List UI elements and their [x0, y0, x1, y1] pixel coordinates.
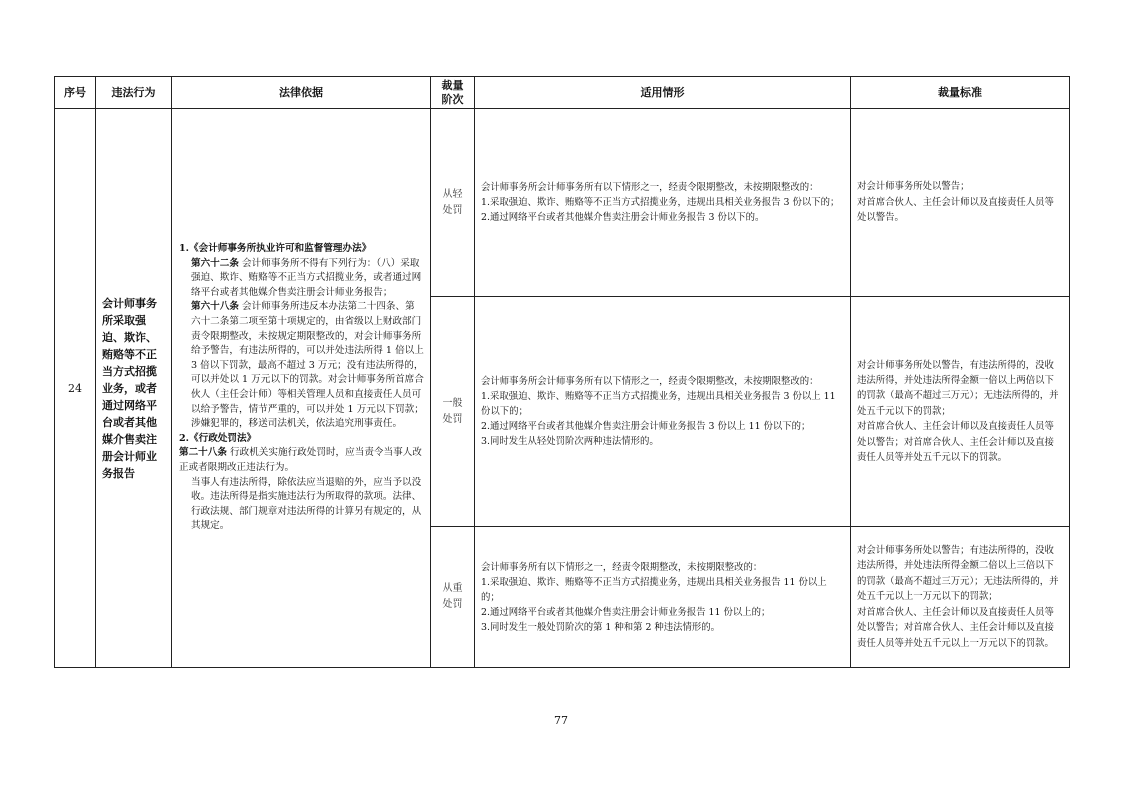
situation-line: 会计师事务所会计师事务所有以下情形之一，经责令限期整改，未按期限整改的： [481, 182, 819, 193]
header-no: 序号 [55, 77, 96, 109]
penalty-standard-table [54, 76, 1070, 668]
standard-line: 对会计师事务所处以警告，有违法所得的，没收违法所得，并处违法所得金额一倍以上两倍以下的罚款（最高不超过三万元）；无违法所得的，并处五千元以下的罚款； [857, 359, 1059, 417]
situation-line: 3.同时发生从轻处罚阶次两种违法情形的。 [481, 436, 659, 447]
basis-title-2: 2.《行政处罚法》 [179, 432, 257, 444]
standard-general [851, 297, 1070, 527]
table-header-row [55, 77, 1070, 109]
article-28-text: 行政机关实施行政处罚时，应当责令当事人改正或者限期改正违法行为。 [179, 447, 422, 473]
situation-line: 3.同时发生一般处罚阶次的第 1 种和第 2 种违法情形的。 [481, 621, 721, 633]
basis-article-68 [179, 300, 424, 431]
standard-light [851, 109, 1070, 297]
situation-line: 2.通过网络平台或者其他媒介售卖注册会计师业务报告 11 份以上的； [481, 606, 771, 618]
header-level [431, 77, 475, 109]
article-68-label: 第六十八条 [191, 301, 239, 313]
level-heavy-line2: 处罚 [442, 599, 463, 610]
level-light [431, 109, 475, 297]
basis-illegal-gains: 当事人有违法所得，除依法应当退赔的外，应当予以没收。违法所得是指实施违法行为所取得的款项。法律、行政法规、部门规章对违法所得的计算另有规定的，从其规定。 [191, 476, 422, 532]
article-28-label: 第二十八条 [179, 447, 227, 459]
level-general [431, 297, 475, 527]
situation-line: 会计师事务所会计师事务所有以下情形之一，经责令限期整改，未按期限整改的： [481, 376, 819, 387]
legal-basis [172, 109, 431, 668]
level-general-line1: 一般 [442, 397, 463, 409]
header-level-line2: 阶次 [441, 92, 464, 106]
standard-line: 对会计师事务所处以警告；有违法所得的，没收违法所得，并处违法所得金额二倍以上三倍以下的罚款（最高不超过三万元）；无违法所得的，并处五千元以上一万元以下的罚款； [857, 545, 1059, 603]
basis-title-1: 1.《会计师事务所执业许可和监督管理办法》 [179, 243, 372, 255]
article-68-text: 会计师事务所违反本办法第二十四条、第六十二条第二项至第十项规定的，由省级以上财政部门责令限期整改，未按规定期限整改的，对会计师事务所给予警告，有违法所得的，可以并处违法所得 1 倍以上 3 倍以下罚款，最高不超过 3 万元；没有违法所得的，可以并处以 1 万元以下的罚款。对会计师事务所首席合伙人（主任会计师）等相关管理人员和直接责任人员可以给予警告，情节严重的，可以并处 1 万元以下罚款；涉嫌犯罪的，移送司法机关，依法追究刑事责任。 [191, 301, 424, 430]
header-legal-basis: 法律依据 [172, 77, 431, 109]
header-violation: 违法行为 [96, 77, 172, 109]
situation-line: 1.采取强迫、欺诈、贿赂等不正当方式招揽业务，违规出具相关业务报告 11 份以上的； [481, 576, 827, 603]
level-general-line2: 处罚 [442, 413, 463, 425]
standard-line: 对首席合伙人、主任会计师以及直接责任人员等处以警告；对首席合伙人、主任会计师以及直接责任人员等并处五千元以上一万元以下的罚款。 [857, 606, 1054, 649]
header-situation: 适用情形 [475, 77, 851, 109]
violation-text: 会计师事务所采取强迫、欺诈、贿赂等不正当方式招揽业务，或者通过网络平台或者其他媒介售卖注册会计师业务报告 [96, 109, 172, 668]
header-level-line1: 裁量 [441, 78, 464, 92]
level-heavy-line1: 从重 [442, 583, 463, 594]
situation-line: 1.采取强迫、欺诈、贿赂等不正当方式招揽业务，违规出具相关业务报告 3 份以下的； [481, 197, 840, 208]
situation-line: 2.通过网络平台或者其他媒介售卖注册会计师业务报告 3 份以上 11 份以下的； [481, 421, 811, 432]
level-heavy [431, 527, 475, 668]
situation-line: 2.通过网络平台或者其他媒介售卖注册会计师业务报告 3 份以下的。 [481, 212, 765, 223]
basis-article-62 [179, 257, 424, 301]
standard-line: 对首席合伙人、主任会计师以及直接责任人员等处以警告。 [857, 196, 1054, 224]
row-number: 24 [55, 109, 96, 668]
situation-general [475, 297, 851, 527]
standard-heavy [851, 527, 1070, 668]
article-62-text: 会计师事务所不得有下列行为：（八）采取强迫、欺诈、贿赂等不正当方式招揽业务，或者通过网络平台或者其他媒介售卖注册会计师业务报告； [191, 257, 422, 298]
situation-heavy [475, 527, 851, 668]
situation-line: 会计师事务所有以下情形之一，经责令限期整改，未按期限整改的： [481, 561, 763, 573]
page-number: 77 [554, 714, 568, 727]
table-row [55, 109, 1070, 297]
situation-light [475, 109, 851, 297]
situation-line: 1.采取强迫、欺诈、贿赂等不正当方式招揽业务，违规出具相关业务报告 3 份以上 11 份以下的； [481, 391, 836, 417]
article-62-label: 第六十二条 [191, 257, 239, 269]
level-light-line2: 处罚 [442, 204, 463, 216]
basis-article-28 [179, 446, 424, 475]
level-light-line1: 从轻 [442, 188, 463, 200]
standard-line: 对首席合伙人、主任会计师以及直接责任人员等处以警告；对首席合伙人、主任会计师以及直接责任人员等并处五千元以下的罚款。 [857, 421, 1054, 464]
header-standard: 裁量标准 [851, 77, 1070, 109]
standard-line: 对会计师事务所处以警告； [857, 181, 970, 193]
